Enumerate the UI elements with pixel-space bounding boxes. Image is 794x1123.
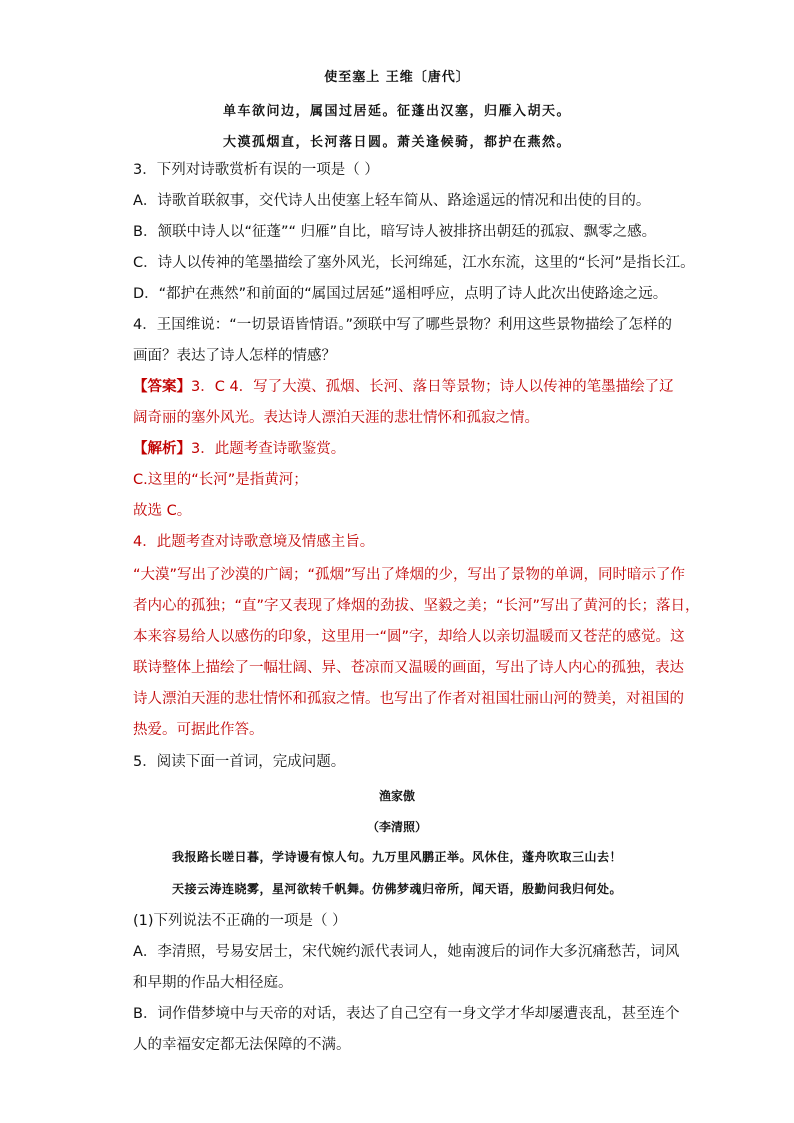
analysis-line: 诗人漂泊天涯的悲壮情怀和孤寂之情。也写出了作者对祖国壮丽山河的赞美，对祖国的 [133, 691, 684, 707]
poem2-line: 天接云涛连晓雾，星河欲转千帆舞。仿佛梦魂归帝所，闻天语，殷勤问我归何处。 [171, 882, 622, 896]
q3-stem: 3．下列对诗歌赏析有误的一项是（ ） [133, 162, 379, 178]
q5-1-option-a: 和早期的作品大相径庭。 [133, 975, 293, 991]
analysis-line: 故选 C。 [133, 503, 192, 519]
q5-stem: 5．阅读下面一首词，完成问题。 [133, 754, 346, 770]
analysis-line: 4．此题考查对诗歌意境及情感主旨。 [133, 534, 375, 550]
q4-stem-line: 画面？表达了诗人怎样的情感？ [133, 348, 336, 364]
analysis-line: 者内心的孤独；“直”字又表现了烽烟的劲拔、坚毅之美；“长河”写出了黄河的长；落日， [133, 598, 700, 614]
poem1-line: 大漠孤烟直，长河落日圆。萧关逢候骑，都护在燕然。 [222, 135, 571, 150]
analysis-line: 联诗整体上描绘了一幅壮阔、异、苍凉而又温暖的画面，写出了诗人内心的孤独，表达 [133, 660, 684, 676]
answer-line [133, 372, 673, 402]
analysis-label: 【解析】 [133, 441, 191, 457]
q3-option-d: D．“都护在燕然”和前面的“属国过居延”遥相呼应，点明了诗人此次出使路途之远。 [133, 286, 668, 302]
analysis-line: 热爱。可据此作答。 [133, 722, 264, 738]
q5-1-option-b: 人的幸福安定都无法保障的不满。 [133, 1037, 351, 1053]
poem2-line: 我报路长嗟日暮，学诗谩有惊人句。九万里风鹏正举。风休住，蓬舟吹取三山去！ [171, 850, 622, 864]
poem2-author: （李清照） [366, 820, 427, 834]
answer-label: 【答案】 [133, 379, 191, 395]
answer-text: 3．C 4．写了大漠、孤烟、长河、落日等景物；诗人以传神的笔墨描绘了辽 [191, 379, 674, 395]
poem1-line: 单车欲问边，属国过居延。征蓬出汉塞，归雁入胡天。 [222, 104, 571, 119]
q4-stem-line: 4．王国维说：“一切景语皆情语。”颈联中写了哪些景物？利用这些景物描绘了怎样的 [133, 317, 672, 333]
analysis-line [133, 434, 673, 464]
q3-option-a: A．诗歌首联叙事，交代诗人出使塞上轻车简从、路途遥远的情况和出使的目的。 [133, 193, 651, 209]
q5-1-option-b: B．词作借梦境中与天帝的对话，表达了自己空有一身文学才华却屡遭丧乱，甚至连个 [133, 1006, 680, 1022]
answer-line: 阔奇丽的塞外风光。表达诗人漂泊天涯的悲壮情怀和孤寂之情。 [133, 410, 539, 426]
analysis-line: C.这里的“长河”是指黄河； [133, 472, 308, 488]
poem1-title: 使至塞上 王维〔唐代〕 [324, 70, 470, 85]
analysis-text: 3．此题考查诗歌鉴赏。 [191, 441, 346, 457]
q3-option-b: B．颔联中诗人以“征蓬”“ 归雁”自比，暗写诗人被排挤出朝廷的孤寂、飘零之感。 [133, 224, 657, 240]
analysis-line: 本来容易给人以感伤的印象，这里用一“圆”字，却给人以亲切温暖而又苍茫的感觉。这 [133, 629, 685, 645]
q3-option-c: C．诗人以传神的笔墨描绘了塞外风光，长河绵延，江水东流，这里的“长河”是指长江。 [133, 255, 695, 271]
poem2-title: 渔家傲 [378, 789, 415, 803]
q5-1-stem: (1)下列说法不正确的一项是（ ） [133, 913, 347, 929]
q5-1-option-a: A．李清照，号易安居士，宋代婉约派代表词人，她南渡后的词作大多沉痛愁苦，词风 [133, 944, 680, 960]
analysis-line: “大漠”写出了沙漠的广阔；“孤烟”写出了烽烟的少，写出了景物的单调，同时暗示了作 [133, 567, 686, 583]
